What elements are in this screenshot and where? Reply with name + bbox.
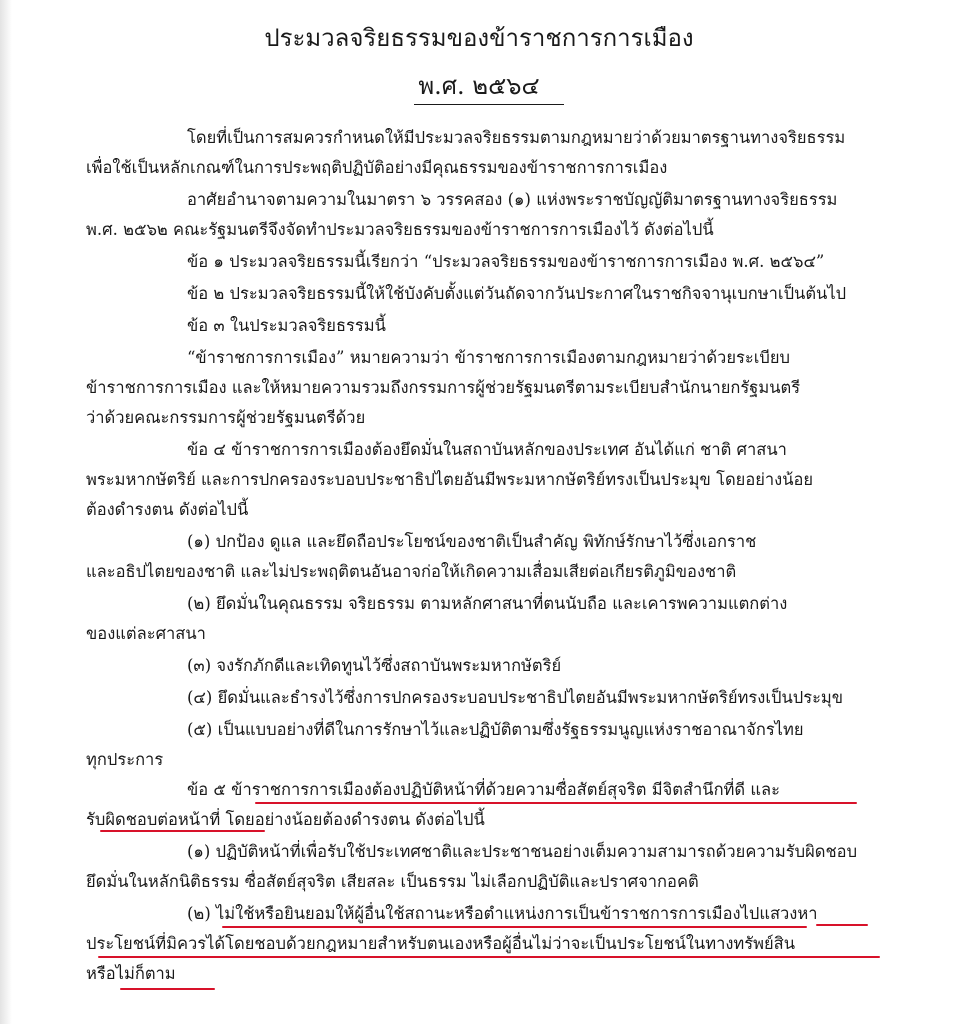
text-line: ต้องดำรงตน ดังต่อไปนี้ [86,500,249,519]
text-line: (๒) ยึดมั่นในคุณธรรม จริยธรรม ตามหลักศาสนาที่ตนนับถือ และเคารพความแตกต่าง [187,594,788,613]
text-line: ยึดมั่นในหลักนิติธรรม ซื่อสัตย์สุจริต เสียสละ เป็นธรรม ไม่เลือกปฏิบัติและปราศจากอคติ [86,872,699,891]
text-line: ของแต่ละศาสนา [86,624,206,643]
highlight-underline [100,830,265,832]
text-line: (๔) ยึดมั่นและธำรงไว้ซึ่งการปกครองระบอบประชาธิปไตยอันมีพระมหากษัตริย์ทรงเป็นประมุข [187,688,844,707]
text-line: ประโยชน์ที่มิควรได้โดยชอบด้วยกฎหมายสำหรับตนเองหรือผู้อื่นไม่ว่าจะเป็นประโยชน์ในทางทรัพย์สิน [86,934,796,953]
text-line: (๑) ปกป้อง ดูแล และยึดถือประโยชน์ของชาติเป็นสำคัญ พิทักษ์รักษาไว้ซึ่งเอกราช [187,532,757,551]
title-divider [414,104,564,105]
text-line: พระมหากษัตริย์ และการปกครองระบอบประชาธิปไตยอันมีพระมหากษัตริย์ทรงเป็นประมุข โดยอย่างน้อย [86,470,814,489]
highlight-underline [120,988,215,990]
highlight-underline [255,802,857,804]
text-line: ข้อ ๒ ประมวลจริยธรรมนี้ให้ใช้บังคับตั้งแต่วันถัดจากวันประกาศในราชกิจจานุเบกษาเป็นต้นไป [187,284,847,303]
text-line: รับผิดชอบต่อหน้าที่ โดยอย่างน้อยต้องดำรงตน ดังต่อไปนี้ [86,810,485,829]
highlight-underline [222,926,807,928]
document-year: พ.ศ. ๒๕๖๔ [418,72,540,100]
text-line: โดยที่เป็นการสมควรกำหนดให้มีประมวลจริยธรรมตามกฎหมายว่าด้วยมาตรฐานทางจริยธรรม [187,128,846,147]
text-line: (๕) เป็นแบบอย่างที่ดีในการรักษาไว้และปฏิบัติตามซึ่งรัฐธรรมนูญแห่งราชอาณาจักรไทย [187,720,804,739]
text-line: อาศัยอำนาจตามความในมาตรา ๖ วรรคสอง (๑) แห่งพระราชบัญญัติมาตรฐานทางจริยธรรม [187,190,838,209]
text-line: “ข้าราชการการเมือง” หมายความว่า ข้าราชการการเมืองตามกฎหมายว่าด้วยระเบียบ [187,348,790,367]
text-line: (๑) ปฏิบัติหน้าที่เพื่อรับใช้ประเทศชาติและประชาชนอย่างเต็มความสามารถด้วยความรับผิดชอบ [187,842,858,861]
text-line: ทุกประการ [86,750,164,769]
text-line: ข้าราชการการเมือง และให้หมายความรวมถึงกรรมการผู้ช่วยรัฐมนตรีตามระเบียบสำนักนายกรัฐมนตรี [86,378,801,397]
text-line: เพื่อใช้เป็นหลักเกณฑ์ในการประพฤติปฏิบัติอย่างมีคุณธรรมของข้าราชการการเมือง [86,158,668,177]
text-line: (๓) จงรักภักดีและเทิดทูนไว้ซึ่งสถาบันพระมหากษัตริย์ [187,656,562,675]
text-line: (๒) ไม่ใช้หรือยินยอมให้ผู้อื่นใช้สถานะหรือตำแหน่งการเป็นข้าราชการการเมืองไปแสวงหา [187,904,818,923]
highlight-underline [98,956,880,958]
text-line: ว่าด้วยคณะกรรมการผู้ช่วยรัฐมนตรีด้วย [86,408,366,427]
text-line: ข้อ ๑ ประมวลจริยธรรมนี้เรียกว่า “ประมวลจริยธรรมของข้าราชการการเมือง พ.ศ. ๒๕๖๔” [187,252,825,271]
text-line: ข้อ ๕ ข้าราชการการเมืองต้องปฏิบัติหน้าที่ด้วยความซื่อสัตย์สุจริต มีจิตสำนึกที่ดี และ [187,780,781,799]
text-line: และอธิปไตยของชาติ และไม่ประพฤติตนอันอาจก่อให้เกิดความเสื่อมเสียต่อเกียรติภูมิของชาติ [86,562,737,581]
text-line: พ.ศ. ๒๕๖๒ คณะรัฐมนตรีจึงจัดทำประมวลจริยธรรมของข้าราชการการเมืองไว้ ดังต่อไปนี้ [86,220,714,239]
highlight-underline [816,924,868,926]
text-line: หรือไม่ก็ตาม [86,964,176,983]
text-line: ข้อ ๔ ข้าราชการการเมืองต้องยึดมั่นในสถาบันหลักของประเทศ อันได้แก่ ชาติ ศาสนา [187,440,787,459]
page-edge-shadow [0,0,12,1024]
text-line: ข้อ ๓ ในประมวลจริยธรรมนี้ [187,316,386,335]
document-title: ประมวลจริยธรรมของข้าราชการการเมือง [264,24,694,52]
